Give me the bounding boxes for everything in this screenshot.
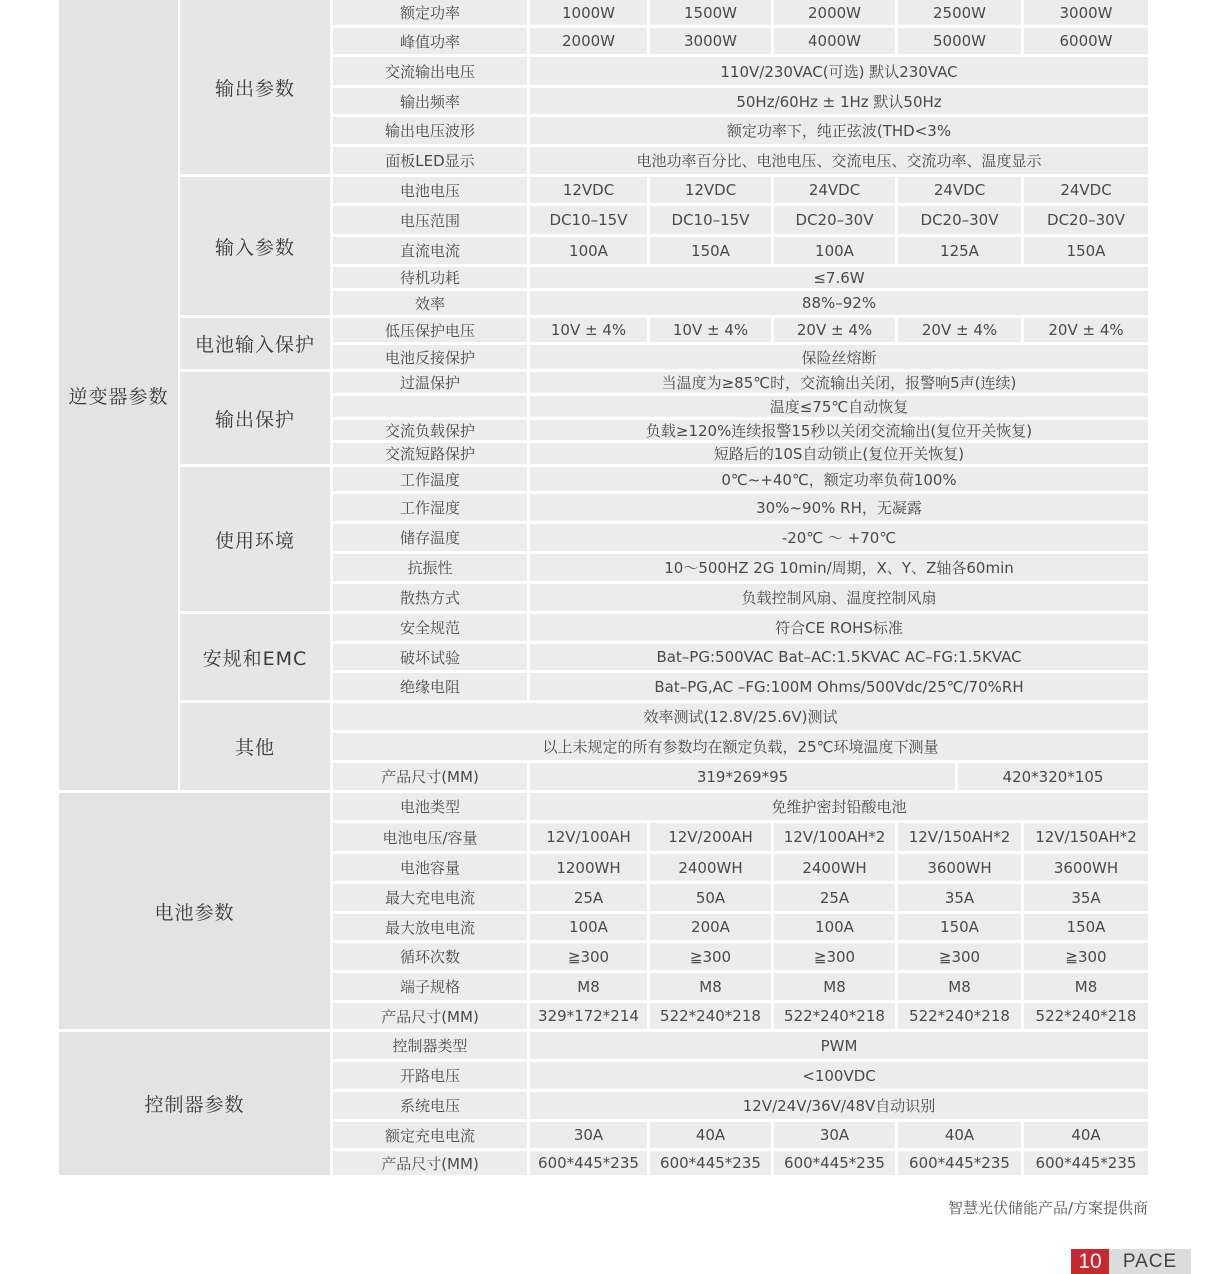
param-value: 负载控制风扇、温度控制风扇 [530, 584, 1148, 611]
param-value: 522*240*218 [650, 1003, 771, 1029]
footer-slogan: 智慧光伏储能产品/方案提供商 [947, 1199, 1148, 1217]
param-value: 1500W [650, 0, 771, 25]
param-value: 12V/24V/36V/48V自动识别 [530, 1092, 1148, 1119]
param-label: 工作湿度 [333, 494, 527, 521]
param-value: 12V/100AH [530, 823, 647, 851]
param-label: 抗振性 [333, 554, 527, 581]
group-label: 逆变器参数 [59, 0, 178, 790]
param-value: 温度≤75℃自动恢复 [530, 396, 1148, 417]
param-value: 3000W [650, 28, 771, 54]
subgroup-label: 输出参数 [180, 0, 330, 174]
param-value: 24VDC [898, 177, 1021, 203]
param-value: 125A [898, 237, 1021, 264]
param-label: 开路电压 [333, 1062, 527, 1089]
param-label: 输出频率 [333, 88, 527, 114]
param-value: 522*240*218 [774, 1003, 895, 1029]
param-value: 600*445*235 [898, 1151, 1021, 1175]
subgroup-label: 其他 [180, 703, 330, 790]
param-value: 2400WH [774, 854, 895, 881]
param-value: DC10–15V [530, 206, 647, 234]
param-value: 600*445*235 [650, 1151, 771, 1175]
param-value: 600*445*235 [530, 1151, 647, 1175]
param-value: M8 [898, 973, 1021, 1000]
param-value: 12V/200AH [650, 823, 771, 851]
param-value: DC20–30V [774, 206, 895, 234]
param-value: 30A [774, 1122, 895, 1148]
subgroup-label: 输入参数 [180, 177, 330, 315]
subgroup-label: 使用环境 [180, 467, 330, 611]
param-value: 20V ± 4% [774, 318, 895, 342]
param-label: 循环次数 [333, 943, 527, 970]
param-label: 电池电压 [333, 177, 527, 203]
param-label: 端子规格 [333, 973, 527, 1000]
param-value: 100A [774, 914, 895, 940]
param-value: 2000W [530, 28, 647, 54]
param-value: M8 [530, 973, 647, 1000]
spec-table [59, 0, 1148, 1178]
param-value: 150A [1024, 237, 1148, 264]
param-value: PWM [530, 1032, 1148, 1059]
param-value: 30A [530, 1122, 647, 1148]
param-value: 10V ± 4% [530, 318, 647, 342]
param-value: 24VDC [774, 177, 895, 203]
param-label: 产品尺寸(MM) [333, 1003, 527, 1029]
param-value: 50A [650, 884, 771, 911]
param-value: 150A [1024, 914, 1148, 940]
param-label: 系统电压 [333, 1092, 527, 1119]
param-value: 40A [650, 1122, 771, 1148]
param-label: 输出电压波形 [333, 117, 527, 144]
param-value: 2500W [898, 0, 1021, 25]
param-value: M8 [1024, 973, 1148, 1000]
param-label: 待机功耗 [333, 267, 527, 288]
param-value: 10～500HZ 2G 10min/周期，X、Y、Z轴各60min [530, 554, 1148, 581]
param-value: 短路后的10S自动锁止(复位开关恢复) [530, 443, 1148, 464]
param-value: 20V ± 4% [1024, 318, 1148, 342]
param-label: 直流电流 [333, 237, 527, 264]
page-badge [1071, 1249, 1191, 1274]
param-label: 交流负载保护 [333, 420, 527, 440]
param-value: 100A [530, 914, 647, 940]
param-label: 过温保护 [333, 372, 527, 393]
param-value: 2400WH [650, 854, 771, 881]
param-label [333, 396, 527, 417]
param-value: DC10–15V [650, 206, 771, 234]
param-value: 420*320*105 [958, 763, 1148, 790]
param-value: 50Hz/60Hz ± 1Hz 默认50Hz [530, 88, 1148, 114]
param-value: 符合CE ROHS标准 [530, 614, 1148, 641]
param-value: 25A [530, 884, 647, 911]
param-value: 100A [774, 237, 895, 264]
param-label: 交流输出电压 [333, 57, 527, 85]
param-value: ≧300 [530, 943, 647, 970]
param-label: 最大充电电流 [333, 884, 527, 911]
param-value: <100VDC [530, 1062, 1148, 1089]
param-label: 峰值功率 [333, 28, 527, 54]
param-value: ≧300 [774, 943, 895, 970]
param-value: 2000W [774, 0, 895, 25]
param-value: 3600WH [898, 854, 1021, 881]
param-value: 88%–92% [530, 291, 1148, 315]
param-value: 3000W [1024, 0, 1148, 25]
param-value: 522*240*218 [898, 1003, 1021, 1029]
subgroup-label: 安规和EMC [180, 614, 330, 700]
param-label: 绝缘电阻 [333, 673, 527, 700]
param-value: 25A [774, 884, 895, 911]
param-value: 40A [898, 1122, 1021, 1148]
param-label: 产品尺寸(MM) [333, 1151, 527, 1175]
param-label: 交流短路保护 [333, 443, 527, 464]
param-value: 电池功率百分比、电池电压、交流电压、交流功率、温度显示 [530, 147, 1148, 174]
param-label: 储存温度 [333, 524, 527, 551]
param-label: 控制器类型 [333, 1032, 527, 1059]
param-label: 效率 [333, 291, 527, 315]
param-value: 12V/150AH*2 [1024, 823, 1148, 851]
param-value: 24VDC [1024, 177, 1148, 203]
param-value: 329*172*214 [530, 1003, 647, 1029]
param-label: 电池容量 [333, 854, 527, 881]
param-value: 免维护密封铅酸电池 [530, 793, 1148, 820]
param-value: 100A [530, 237, 647, 264]
group-label: 控制器参数 [59, 1032, 330, 1175]
param-value: DC20–30V [1024, 206, 1148, 234]
param-value: 12VDC [650, 177, 771, 203]
param-label: 低压保护电压 [333, 318, 527, 342]
param-value: 效率测试(12.8V/25.6V)测试 [333, 703, 1148, 730]
param-value: 1200WH [530, 854, 647, 881]
param-value: Bat–PG:500VAC Bat–AC:1.5KVAC AC–FG:1.5KVAC [530, 644, 1148, 670]
param-value: 40A [1024, 1122, 1148, 1148]
param-value: 20V ± 4% [898, 318, 1021, 342]
param-value: 1000W [530, 0, 647, 25]
param-label: 最大放电电流 [333, 914, 527, 940]
param-value: 6000W [1024, 28, 1148, 54]
param-value: -20℃ ～ +70℃ [530, 524, 1148, 551]
param-label: 面板LED显示 [333, 147, 527, 174]
param-value: 600*445*235 [774, 1151, 895, 1175]
param-label: 电池反接保护 [333, 345, 527, 369]
param-value: 522*240*218 [1024, 1003, 1148, 1029]
param-value: 319*269*95 [530, 763, 955, 790]
param-value: 12V/100AH*2 [774, 823, 895, 851]
param-value: ≤7.6W [530, 267, 1148, 288]
param-label: 电压范围 [333, 206, 527, 234]
param-value: 0℃~+40℃，额定功率负荷100% [530, 467, 1148, 491]
param-label: 额定功率 [333, 0, 527, 25]
param-value: 35A [898, 884, 1021, 911]
param-value: 200A [650, 914, 771, 940]
param-label: 产品尺寸(MM) [333, 763, 527, 790]
param-value: 10V ± 4% [650, 318, 771, 342]
param-value: ≧300 [898, 943, 1021, 970]
param-label: 电池类型 [333, 793, 527, 820]
param-value: M8 [774, 973, 895, 1000]
param-value: 110V/230VAC(可选) 默认230VAC [530, 57, 1148, 85]
param-value: 30%~90% RH，无凝露 [530, 494, 1148, 521]
param-value: 150A [898, 914, 1021, 940]
param-label: 工作温度 [333, 467, 527, 491]
param-label: 额定充电电流 [333, 1122, 527, 1148]
param-value: 当温度为≥85℃时，交流输出关闭，报警响5声(连续) [530, 372, 1148, 393]
param-value: 12VDC [530, 177, 647, 203]
param-value: M8 [650, 973, 771, 1000]
param-value: 150A [650, 237, 771, 264]
param-value: 12V/150AH*2 [898, 823, 1021, 851]
param-label: 散热方式 [333, 584, 527, 611]
param-value: 以上未规定的所有参数均在额定负载，25℃环境温度下测量 [333, 733, 1148, 760]
param-value: 4000W [774, 28, 895, 54]
param-label: 电池电压/容量 [333, 823, 527, 851]
param-value: 35A [1024, 884, 1148, 911]
subgroup-label: 电池输入保护 [180, 318, 330, 369]
param-value: 3600WH [1024, 854, 1148, 881]
param-value: DC20–30V [898, 206, 1021, 234]
page-label: PACE [1109, 1249, 1191, 1274]
group-label: 电池参数 [59, 793, 330, 1029]
param-value: ≧300 [1024, 943, 1148, 970]
subgroup-label: 输出保护 [180, 372, 330, 464]
param-value: 5000W [898, 28, 1021, 54]
param-value: 负载≥120%连续报警15秒以关闭交流输出(复位开关恢复) [530, 420, 1148, 440]
param-value: 保险丝熔断 [530, 345, 1148, 369]
param-label: 破坏试验 [333, 644, 527, 670]
page-number: 10 [1071, 1249, 1109, 1274]
param-label: 安全规范 [333, 614, 527, 641]
param-value: Bat–PG,AC –FG:100M Ohms/500Vdc/25℃/70%RH [530, 673, 1148, 700]
param-value: 额定功率下，纯正弦波(THD<3% [530, 117, 1148, 144]
param-value: ≧300 [650, 943, 771, 970]
param-value: 600*445*235 [1024, 1151, 1148, 1175]
